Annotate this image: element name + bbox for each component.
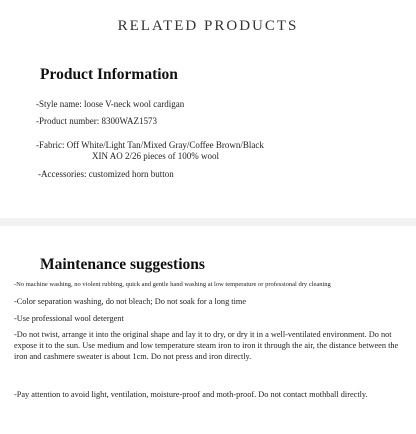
maintenance-washing-line: -No machine washing, no violent rubbing, quick and gentle hand washing at low temperature or professional dry cleaning <box>14 281 331 288</box>
maintenance-section <box>0 226 416 434</box>
section-divider <box>0 218 416 226</box>
maintenance-detergent-line: -Use professional wool detergent <box>14 314 124 323</box>
product-information-title: Product Information <box>40 66 178 83</box>
maintenance-color-line: -Color separation washing, do not bleach; Do not soak for a long time <box>14 297 247 306</box>
accessories-line: -Accessories: customized horn button <box>38 169 174 179</box>
style-name-line: -Style name: loose V-neck wool cardigan <box>36 99 185 109</box>
maintenance-title: Maintenance suggestions <box>40 256 205 273</box>
related-products-heading: RELATED PRODUCTS <box>117 18 299 34</box>
maintenance-storage-paragraph: -Pay attention to avoid light, ventilation, moisture-proof and moth-proof. Do not contact mothball directly. <box>14 390 368 399</box>
fabric-line: -Fabric: Off White/Light Tan/Mixed Gray/Coffee Brown/Black <box>36 140 264 150</box>
product-number-line: -Product number: 8300WAZ1573 <box>36 116 157 126</box>
product-information-section <box>0 52 416 218</box>
fabric-detail-line: XIN AO 2/26 pieces of 100% wool <box>92 151 219 161</box>
maintenance-drying-paragraph: -Do not twist, arrange it into the original shape and lay it to dry, or dry it in a well-ventilated environment. Do not expose it to the sun. Use medium and low temperature steam iron to iron it through the air, the distance between the iron and cashmere sweater is about 1cm. Do not press and iron directly. <box>14 330 399 361</box>
